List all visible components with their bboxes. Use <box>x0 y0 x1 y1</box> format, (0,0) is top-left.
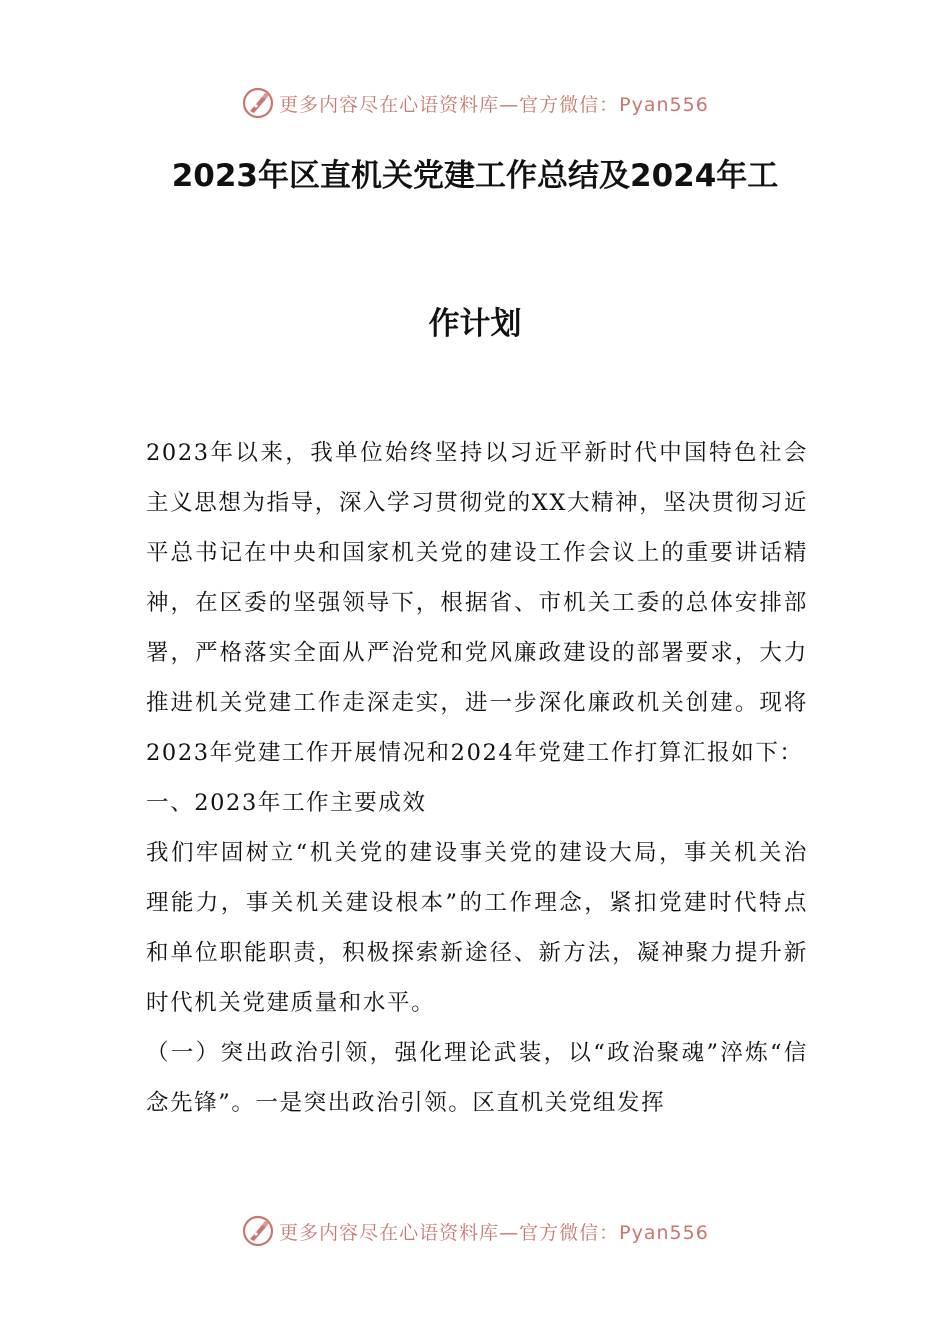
footer-watermark <box>0 1211 950 1251</box>
subsection1-paragraph: （一）突出政治引领，强化理论武装，以“政治聚魂”淬炼“信念先锋”。一是突出政治引领。区直机关党组发挥 <box>146 1040 808 1116</box>
pen-nib-circle-icon <box>241 86 275 120</box>
document-title-line1: 2023年区直机关党建工作总结及2024年工 <box>171 158 779 194</box>
section1-paragraph: 我们牢固树立“机关党的建设事关党的建设大局，事关机关治理能力，事关机关建设根本”的工作理念，紧扣党建时代特点和单位职能职责，积极探索新途径、新方法，凝神聚力提升新时代机关党建质量和水平。 <box>146 840 808 1016</box>
document-body <box>146 428 808 1128</box>
watermark-text: 更多内容尽在心语资料库—官方微信：Pyan556 <box>279 1221 709 1244</box>
document-title-line2: 作计划 <box>428 306 522 342</box>
watermark-text: 更多内容尽在心语资料库—官方微信：Pyan556 <box>279 93 709 116</box>
section1-heading: 一、2023年工作主要成效 <box>146 790 427 816</box>
pen-nib-circle-icon <box>241 1214 275 1248</box>
header-watermark <box>0 83 950 123</box>
intro-paragraph: 2023年以来，我单位始终坚持以习近平新时代中国特色社会主义思想为指导，深入学习贯彻党的XX大精神，坚决贯彻习近平总书记在中央和国家机关党的建设工作会议上的重要讲话精神，在区委的坚强领导下，根据省、市机关工委的总体安排部署，严格落实全面从严治党和党风廉政建设的部署要求，大力推进机关党建工作走深走实，进一步深化廉政机关创建。现将2023年党建工作开展情况和2024年党建工作打算汇报如下： <box>146 440 808 766</box>
